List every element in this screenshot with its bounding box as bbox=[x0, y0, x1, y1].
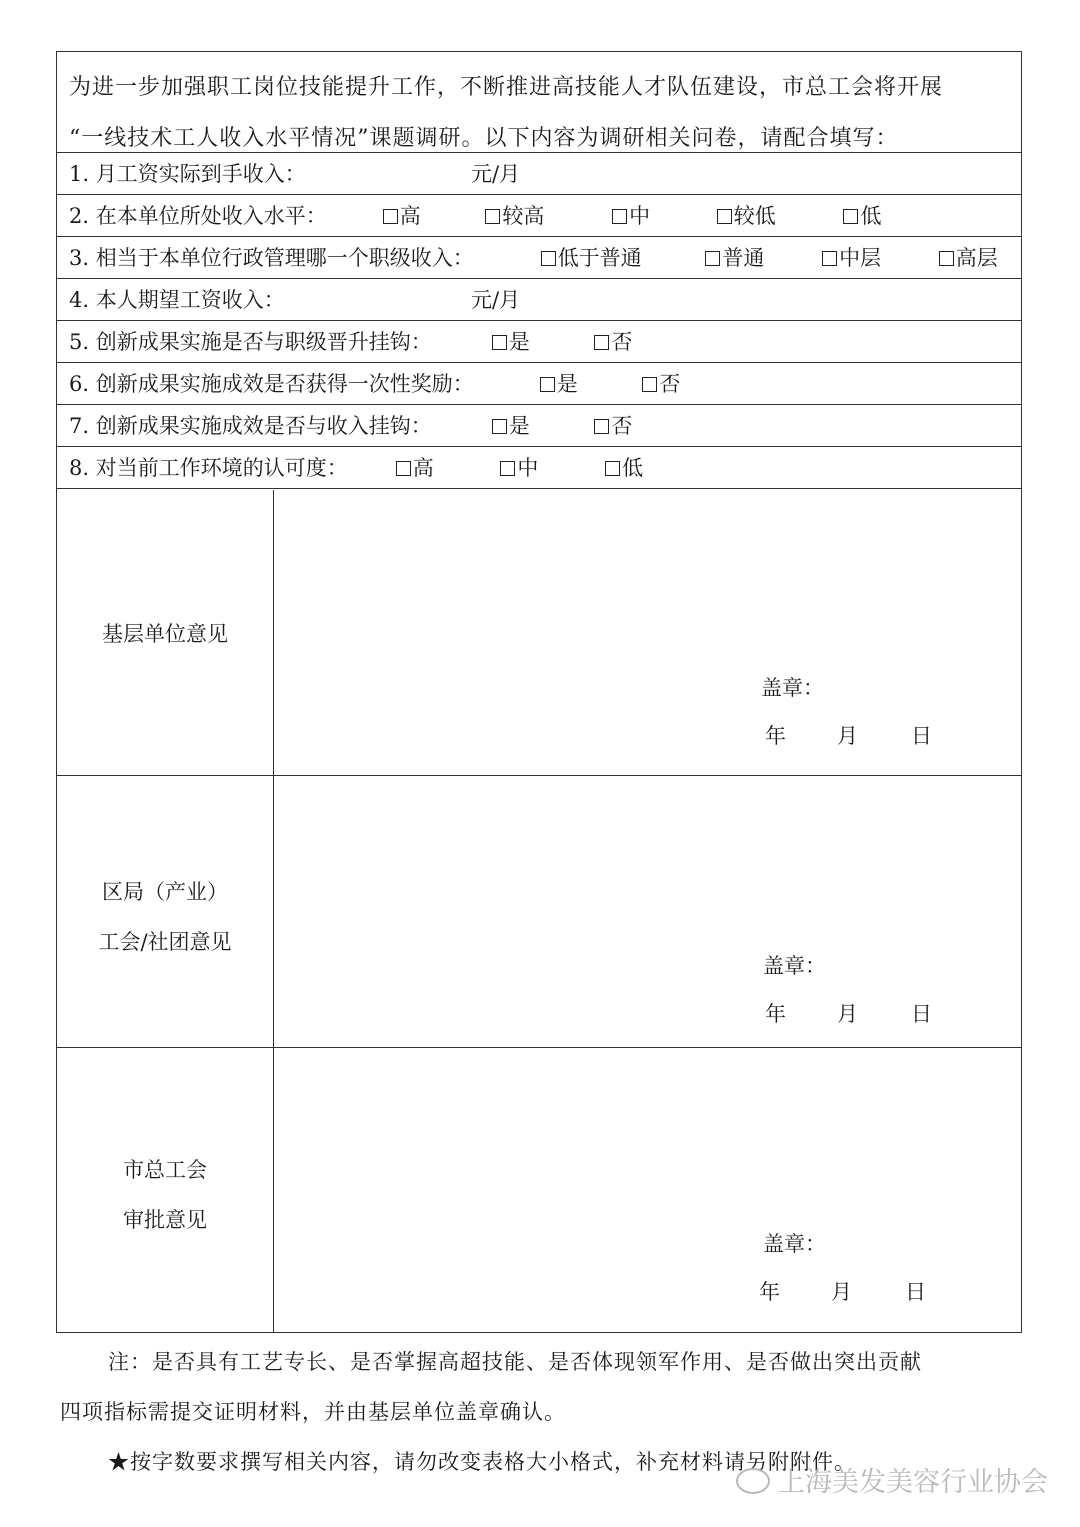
checkbox-icon bbox=[500, 461, 515, 476]
note-line-2: 四项指标需提交证明材料，并由基层单位盖章确认。 bbox=[60, 1400, 566, 1424]
option-high[interactable]: 高 bbox=[396, 447, 494, 489]
watermark bbox=[736, 1460, 1048, 1499]
checkbox-icon bbox=[612, 209, 627, 224]
question-4-unit: 元/月 bbox=[471, 288, 521, 312]
option-low[interactable]: 低 bbox=[605, 447, 643, 489]
option-medium[interactable]: 中 bbox=[612, 195, 710, 237]
seal-label: 盖章： bbox=[763, 1232, 826, 1256]
note-line-1: 注：是否具有工艺专长、是否掌握高超技能、是否体现领军作用、是否做出突出贡献 bbox=[108, 1350, 922, 1374]
option-rather-high[interactable]: 较高 bbox=[485, 195, 605, 237]
option-high[interactable]: 高 bbox=[383, 195, 479, 237]
question-3 bbox=[57, 237, 1021, 279]
date-line: 年 月 日 bbox=[765, 724, 932, 748]
intro-line-2: “一线技术工人收入水平情况”课题调研。以下内容为调研相关问卷，请配合填写： bbox=[69, 126, 899, 151]
district-union-opinion-label: 区局（产业） 工会/社团意见 bbox=[57, 776, 274, 1047]
checkbox-icon bbox=[492, 335, 507, 350]
question-2-label: 2. 在本单位所处收入水平： bbox=[69, 204, 327, 228]
checkbox-icon bbox=[822, 251, 837, 266]
question-1-unit: 元/月 bbox=[471, 162, 521, 186]
grassroots-opinion-section bbox=[57, 490, 1021, 776]
city-union-approval-section bbox=[57, 1048, 1021, 1332]
checkbox-icon bbox=[705, 251, 720, 266]
grassroots-opinion-label: 基层单位意见 bbox=[57, 490, 274, 775]
question-3-label: 3. 相当于本单位行政管理哪一个职级收入： bbox=[69, 246, 474, 270]
checkbox-icon bbox=[383, 209, 398, 224]
date-line: 年 月 日 bbox=[759, 1280, 926, 1304]
question-7 bbox=[57, 405, 1021, 447]
question-2 bbox=[57, 195, 1021, 237]
option-rather-low[interactable]: 较低 bbox=[717, 195, 837, 237]
checkbox-icon bbox=[492, 419, 507, 434]
checkbox-icon bbox=[717, 209, 732, 224]
watermark-text: 上海美发美容行业协会 bbox=[778, 1467, 1048, 1498]
wechat-logo-icon bbox=[736, 1468, 770, 1494]
seal-label: 盖章： bbox=[763, 954, 826, 978]
option-yes[interactable]: 是 bbox=[492, 405, 588, 447]
option-below-ordinary[interactable]: 低于普通 bbox=[541, 237, 699, 279]
checkbox-icon bbox=[843, 209, 858, 224]
checkbox-icon bbox=[605, 461, 620, 476]
option-no[interactable]: 否 bbox=[594, 321, 632, 363]
district-union-opinion-section bbox=[57, 776, 1021, 1048]
question-1 bbox=[57, 153, 1021, 195]
question-1-label: 1. 月工资实际到手收入： bbox=[69, 162, 306, 186]
city-union-approval-label: 市总工会 审批意见 bbox=[57, 1048, 274, 1332]
option-no[interactable]: 否 bbox=[594, 405, 632, 447]
date-line: 年 月 日 bbox=[765, 1002, 932, 1026]
question-4 bbox=[57, 279, 1021, 321]
question-6 bbox=[57, 363, 1021, 405]
option-no[interactable]: 否 bbox=[642, 363, 680, 405]
option-low[interactable]: 低 bbox=[843, 195, 881, 237]
option-ordinary[interactable]: 普通 bbox=[705, 237, 815, 279]
option-yes[interactable]: 是 bbox=[540, 363, 636, 405]
survey-form bbox=[56, 51, 1022, 1333]
question-8 bbox=[57, 447, 1021, 489]
question-6-label: 6. 创新成果实施成效是否获得一次性奖励： bbox=[69, 372, 474, 396]
option-yes[interactable]: 是 bbox=[492, 321, 588, 363]
question-4-label: 4. 本人期望工资收入： bbox=[69, 288, 285, 312]
note-2: ★按字数要求撰写相关内容，请勿改变表格大小格式，补充材料请另附附件。 bbox=[108, 1450, 856, 1474]
question-8-label: 8. 对当前工作环境的认可度： bbox=[69, 456, 348, 480]
question-7-label: 7. 创新成果实施成效是否与收入挂钩： bbox=[69, 414, 432, 438]
question-5 bbox=[57, 321, 1021, 363]
checkbox-icon bbox=[396, 461, 411, 476]
checkbox-icon bbox=[485, 209, 500, 224]
checkbox-icon bbox=[541, 251, 556, 266]
checkbox-icon bbox=[594, 419, 609, 434]
option-middle-level[interactable]: 中层 bbox=[822, 237, 932, 279]
intro-line-1: 为进一步加强职工岗位技能提升工作，不断推进高技能人才队伍建设，市总工会将开展 bbox=[69, 75, 944, 100]
checkbox-icon bbox=[540, 377, 555, 392]
option-medium[interactable]: 中 bbox=[500, 447, 598, 489]
intro-text bbox=[57, 52, 1021, 153]
option-senior-level[interactable]: 高层 bbox=[939, 237, 998, 279]
question-5-label: 5. 创新成果实施是否与职级晋升挂钩： bbox=[69, 330, 432, 354]
checkbox-icon bbox=[939, 251, 954, 266]
seal-label: 盖章： bbox=[761, 676, 824, 700]
checkbox-icon bbox=[642, 377, 657, 392]
checkbox-icon bbox=[594, 335, 609, 350]
